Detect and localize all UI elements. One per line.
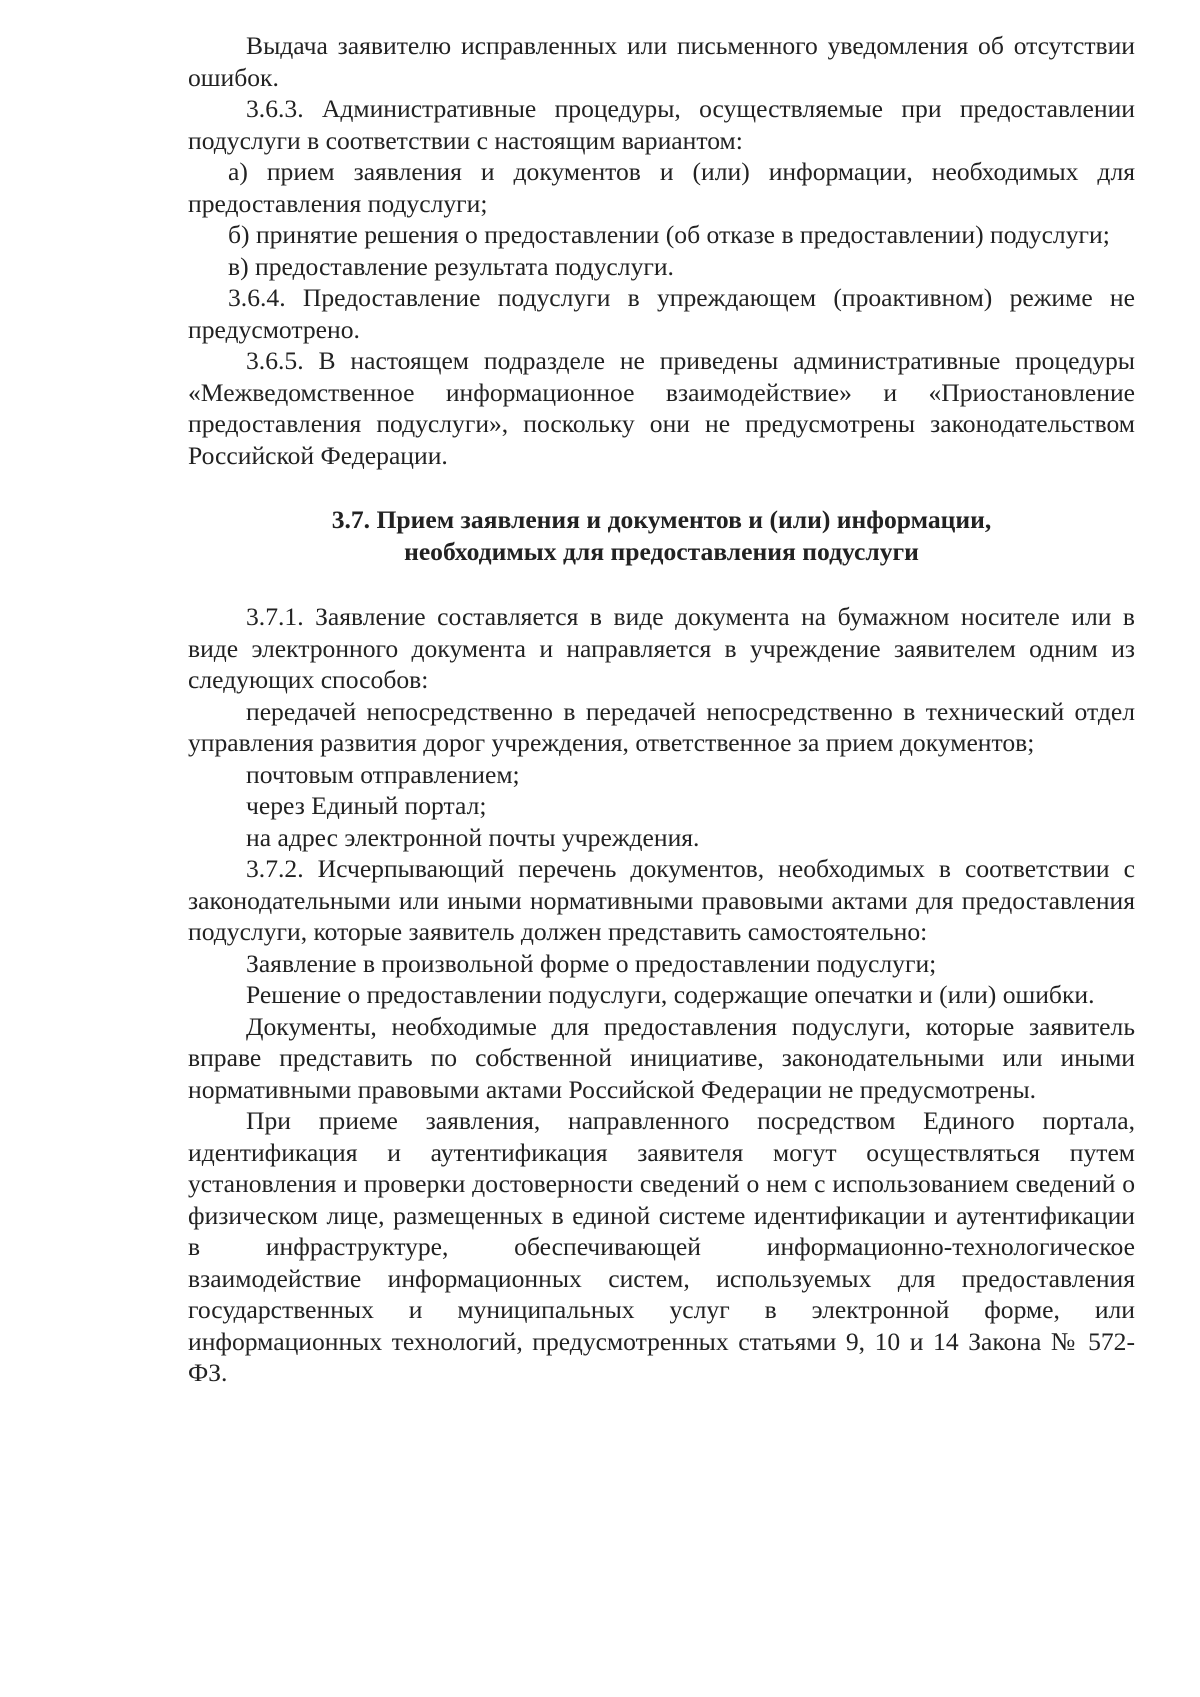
paragraph-3-7-1: 3.7.1. Заявление составляется в виде документа на бумажном носителе или в виде электронного документа и направляется в учреждение заявителем одним из следующих способов: <box>188 602 1135 694</box>
paragraph-result-issuance: Выдача заявителю исправленных или письменного уведомления об отсутствии ошибок. <box>188 31 1135 92</box>
section-heading-line-1: 3.7. Прием заявления и документов и (или) информации, <box>331 505 992 534</box>
list-item-decision-errors: Решение о предоставлении подуслуги, содержащие опечатки и (или) ошибки. <box>246 980 1095 1009</box>
list-item-v: в) предоставление результата подуслуги. <box>228 251 674 281</box>
list-item-b: б) принятие решения о предоставлении (об отказе в предоставлении) подуслуги; <box>228 220 1110 249</box>
paragraph-portal-identification: При приеме заявления, направленного посредством Единого портала, идентификация и аутентификация заявителя могут осуществляться путем установления и проверки достоверности сведений о нем с использованием сведений о физическом лице, размещенных в единой системе идентификации и аутентификации в инфраструктуре, обеспечивающей информационно-технологическое взаимодействие информационных систем, используемых для предоставления государственных и муниципальных услуг в электронной форме, или информационных технологий, предусмотренных статьями 9, 10 и 14 Закона № 572-ФЗ. <box>188 1106 1135 1387</box>
list-item-application-form: Заявление в произвольной форме о предоставлении подуслуги; <box>246 948 937 978</box>
list-item-postal: почтовым отправлением; <box>246 759 520 789</box>
paragraph-optional-documents: Документы, необходимые для предоставления подуслуги, которые заявитель вправе представить по собственной инициативе, законодательными или иными нормативными правовыми актами Российской Федерации не предусмотрены. <box>188 1011 1135 1104</box>
list-item-direct-delivery: передачей непосредственно в передачей непосредственно в технический отдел управления развития дорог учреждения, ответственное за прием документов; <box>188 696 1135 757</box>
list-item-email: на адрес электронной почты учреждения. <box>246 822 700 852</box>
list-item-a: а) прием заявления и документов и (или) информации, необходимых для предоставления подуслуги; <box>188 157 1135 218</box>
section-heading-line-2: необходимых для предоставления подуслуги <box>404 536 919 566</box>
paragraph-3-6-5: 3.6.5. В настоящем подразделе не приведены административные процедуры «Межведомственное информационное взаимодействие» и «Приостановление предоставления подуслуги», поскольку они не предусмотрены законодательством Российской Федерации. <box>188 346 1135 470</box>
paragraph-3-7-2: 3.7.2. Исчерпывающий перечень документов, необходимых в соответствии с законодательными или иными нормативными правовыми актами для предоставления подуслуги, которые заявитель должен представить самостоятельно: <box>188 854 1135 946</box>
list-item-unified-portal: через Единый портал; <box>246 791 487 820</box>
document-page <box>188 30 1135 1389</box>
paragraph-3-6-3: 3.6.3. Административные процедуры, осуществляемые при предоставлении подуслуги в соответствии с настоящим вариантом: <box>188 94 1135 155</box>
paragraph-3-6-4: 3.6.4. Предоставление подуслуги в упреждающем (проактивном) режиме не предусмотрено. <box>188 283 1135 344</box>
